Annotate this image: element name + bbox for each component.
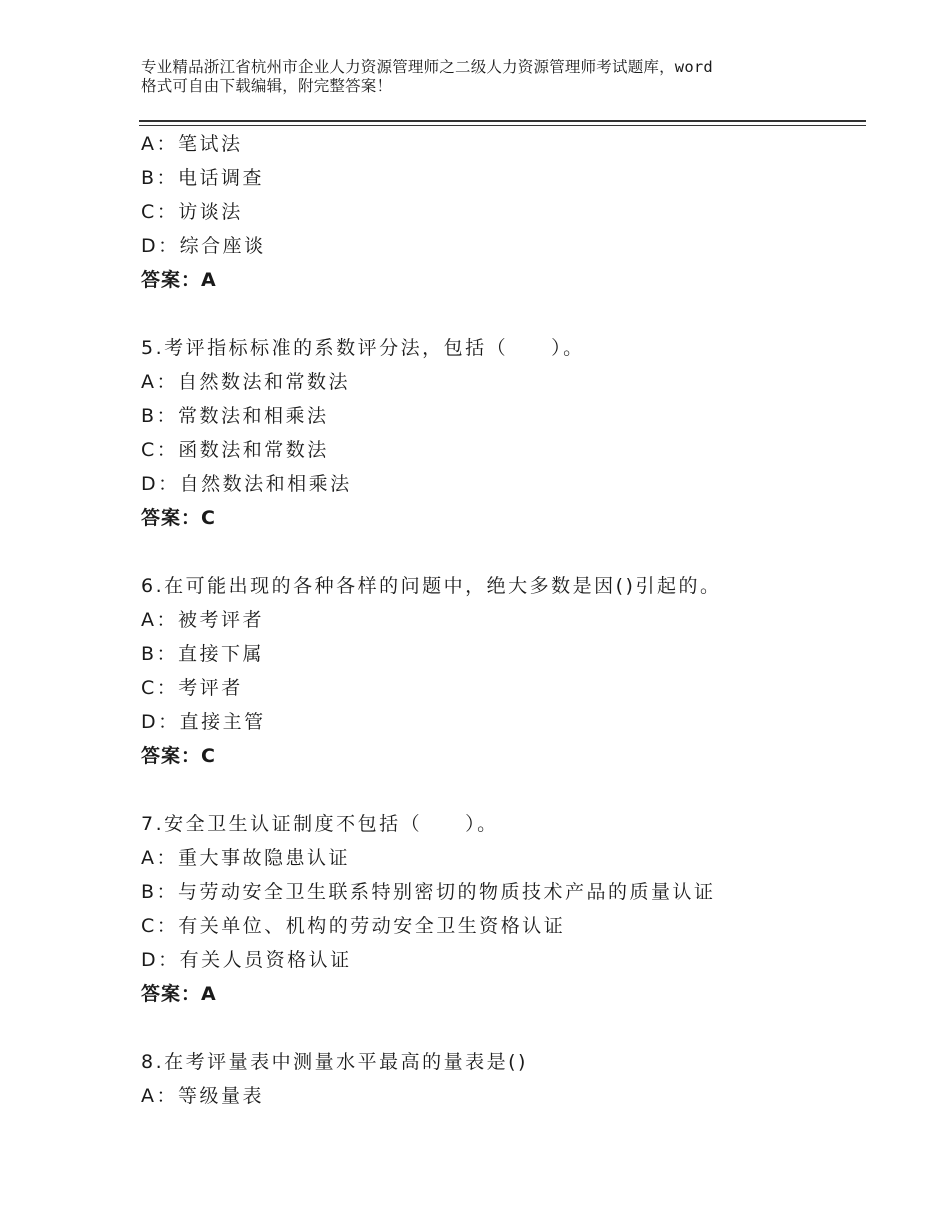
option-b: B：与劳动安全卫生联系特别密切的物质技术产品的质量认证 xyxy=(141,881,716,903)
question-stem: 5.考评指标标准的系数评分法，包括（ ）。 xyxy=(141,337,585,359)
document-header xyxy=(141,58,831,96)
answer: 答案：C xyxy=(141,507,216,529)
exam-content xyxy=(141,127,861,1113)
question-5 xyxy=(141,331,861,535)
spacer xyxy=(141,1011,861,1045)
answer: 答案：A xyxy=(141,269,217,291)
option-a: A：重大事故隐患认证 xyxy=(141,847,350,869)
header-rule-thick xyxy=(139,120,866,122)
partial-question xyxy=(141,127,861,297)
option-a: A：自然数法和常数法 xyxy=(141,371,350,393)
question-stem: 7.安全卫生认证制度不包括（ ）。 xyxy=(141,813,499,835)
answer: 答案：A xyxy=(141,983,217,1005)
option-d: D：综合座谈 xyxy=(141,235,266,257)
question-stem: 6.在可能出现的各种各样的问题中，绝大多数是因()引起的。 xyxy=(141,575,722,597)
answer: 答案：C xyxy=(141,745,216,767)
option-d: D：直接主管 xyxy=(141,711,266,733)
question-8 xyxy=(141,1045,861,1113)
question-6 xyxy=(141,569,861,773)
option-a: A：被考评者 xyxy=(141,609,264,631)
spacer xyxy=(141,773,861,807)
header-line-1: 专业精品浙江省杭州市企业人力资源管理师之二级人力资源管理师考试题库，word xyxy=(141,58,713,76)
question-7 xyxy=(141,807,861,1011)
header-line-2: 格式可自由下载编辑，附完整答案！ xyxy=(141,77,393,95)
option-b: B：电话调查 xyxy=(141,167,265,189)
option-d: D：有关人员资格认证 xyxy=(141,949,352,971)
option-a: A：等级量表 xyxy=(141,1085,264,1107)
header-rule-thin xyxy=(139,125,866,126)
option-d: D：自然数法和相乘法 xyxy=(141,473,352,495)
option-c: C：考评者 xyxy=(141,677,243,699)
option-c: C：有关单位、机构的劳动安全卫生资格认证 xyxy=(141,915,566,937)
option-c: C：函数法和常数法 xyxy=(141,439,329,461)
option-b: B：常数法和相乘法 xyxy=(141,405,329,427)
spacer xyxy=(141,297,861,331)
option-b: B：直接下属 xyxy=(141,643,265,665)
question-stem: 8.在考评量表中测量水平最高的量表是() xyxy=(141,1051,528,1073)
option-a: A：笔试法 xyxy=(141,133,243,155)
spacer xyxy=(141,535,861,569)
option-c: C：访谈法 xyxy=(141,201,243,223)
